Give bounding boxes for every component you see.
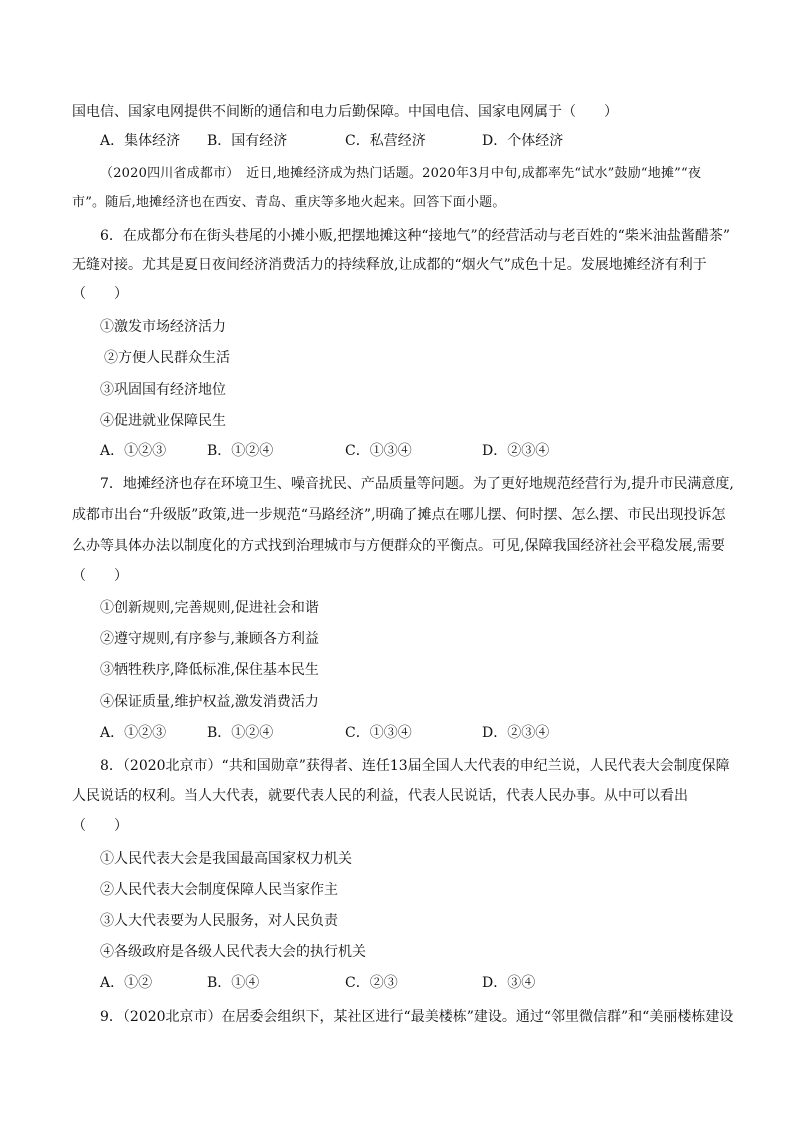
q8-options (100, 973, 700, 993)
q8-item-1: ①人民代表大会是我国最高国家权力机关 (100, 851, 352, 867)
q6-item-3: ③巩固国有经济地位 (100, 382, 226, 398)
q6-stem-line2: 无缝对接。尤其是夏日夜间经济消费活力的持续释放,让成都的“烟火气”成色十足。发展地摊经济有利于 (72, 257, 707, 273)
q8-item-2: ②人民代表大会制度保障人民当家作主 (100, 882, 338, 898)
q8-option-b: B．①④ (207, 975, 260, 991)
q7-stem-line3: 么办等具体办法以制度化的方式找到治理城市与方便群众的平衡点。可见,保障我国经济社会平稳发展,需要 (72, 538, 725, 554)
q5-option-a: A．集体经济 (100, 133, 181, 149)
q7-option-d: D．②③④ (482, 725, 550, 741)
q6-option-d: D．②③④ (482, 443, 550, 459)
material-intro-line1: （2020四川省成都市） 近日,地摊经济成为热门话题。2020年3月中旬,成都率先“试水”鼓励“地摊”“夜 (100, 166, 702, 181)
q7-options (100, 723, 700, 743)
q8-stem-line2: 人民说话的权利。当人大代表，就要代表人民的利益，代表人民说话，代表人民办事。从中可以看出 (72, 788, 688, 804)
q5-option-d: D．个体经济 (482, 133, 564, 149)
q7-option-b: B．①②④ (207, 725, 274, 741)
material-intro-line2: 市”。随后,地摊经济也在西安、青岛、重庆等多地火起来。回答下面小题。 (72, 195, 506, 210)
q6-item-2: ②方便人民群众生活 (104, 350, 230, 366)
q7-item-3: ③牺牲秩序,降低标准,保住基本民生 (100, 662, 319, 678)
q8-option-c: C．②③ (345, 975, 398, 991)
q6-item-1: ①激发市场经济活力 (100, 319, 226, 335)
q6-option-a: A．①②③ (100, 443, 167, 459)
q7-option-c: C．①③④ (345, 725, 412, 741)
q7-item-4: ④保证质量,维护权益,激发消费活力 (100, 694, 319, 710)
q6-blank: （ ） (72, 286, 128, 302)
q5-option-c: C．私营经济 (345, 133, 426, 149)
q7-blank: （ ） (72, 568, 128, 584)
q8-option-d: D．③④ (482, 975, 536, 991)
q8-item-4: ④各级政府是各级人民代表大会的执行机关 (100, 944, 366, 960)
q6-option-c: C．①③④ (345, 443, 412, 459)
q7-option-a: A．①②③ (100, 725, 167, 741)
q7-stem-line2: 成都市出台“升级版”政策,进一步规范“马路经济”,明确了摊点在哪儿摆、何时摆、怎么摆、市民出现投诉怎 (72, 507, 726, 523)
q6-option-b: B．①②④ (207, 443, 274, 459)
q5-option-b: B．国有经济 (207, 133, 288, 149)
q9-stem-line1: 9．（2020北京市）在居委会组织下，某社区进行“最美楼栋”建设。通过“邻里微信群”和“美丽楼栋建设 (100, 1009, 734, 1025)
q5-stem-end: 国电信、国家电网提供不间断的通信和电力后勤保障。中国电信、国家电网属于（ ） (72, 104, 618, 120)
q7-item-2: ②遵守规则,有序参与,兼顾各方利益 (100, 631, 319, 647)
q8-item-3: ③人大代表要为人民服务，对人民负责 (100, 913, 338, 929)
q8-option-a: A．①② (100, 975, 153, 991)
q8-blank: （ ） (72, 818, 128, 834)
q6-item-4: ④促进就业保障民生 (100, 413, 226, 429)
q6-options (100, 441, 700, 461)
q7-item-1: ①创新规则,完善规则,促进社会和谐 (100, 600, 319, 616)
q8-stem-line1: 8．（2020北京市）“共和国勋章”获得者、连任13届全国人大代表的申纪兰说，人民代表大会制度保障 (100, 758, 730, 774)
q6-stem-line1: 6．在成都分布在街头巷尾的小摊小贩,把摆地摊这种“接地气”的经营活动与老百姓的“柴米油盐酱醋茶” (100, 228, 730, 244)
q5-options (100, 131, 700, 151)
q7-stem-line1: 7．地摊经济也存在环境卫生、噪音扰民、产品质量等问题。为了更好地规范经营行为,提升市民满意度, (100, 476, 734, 492)
